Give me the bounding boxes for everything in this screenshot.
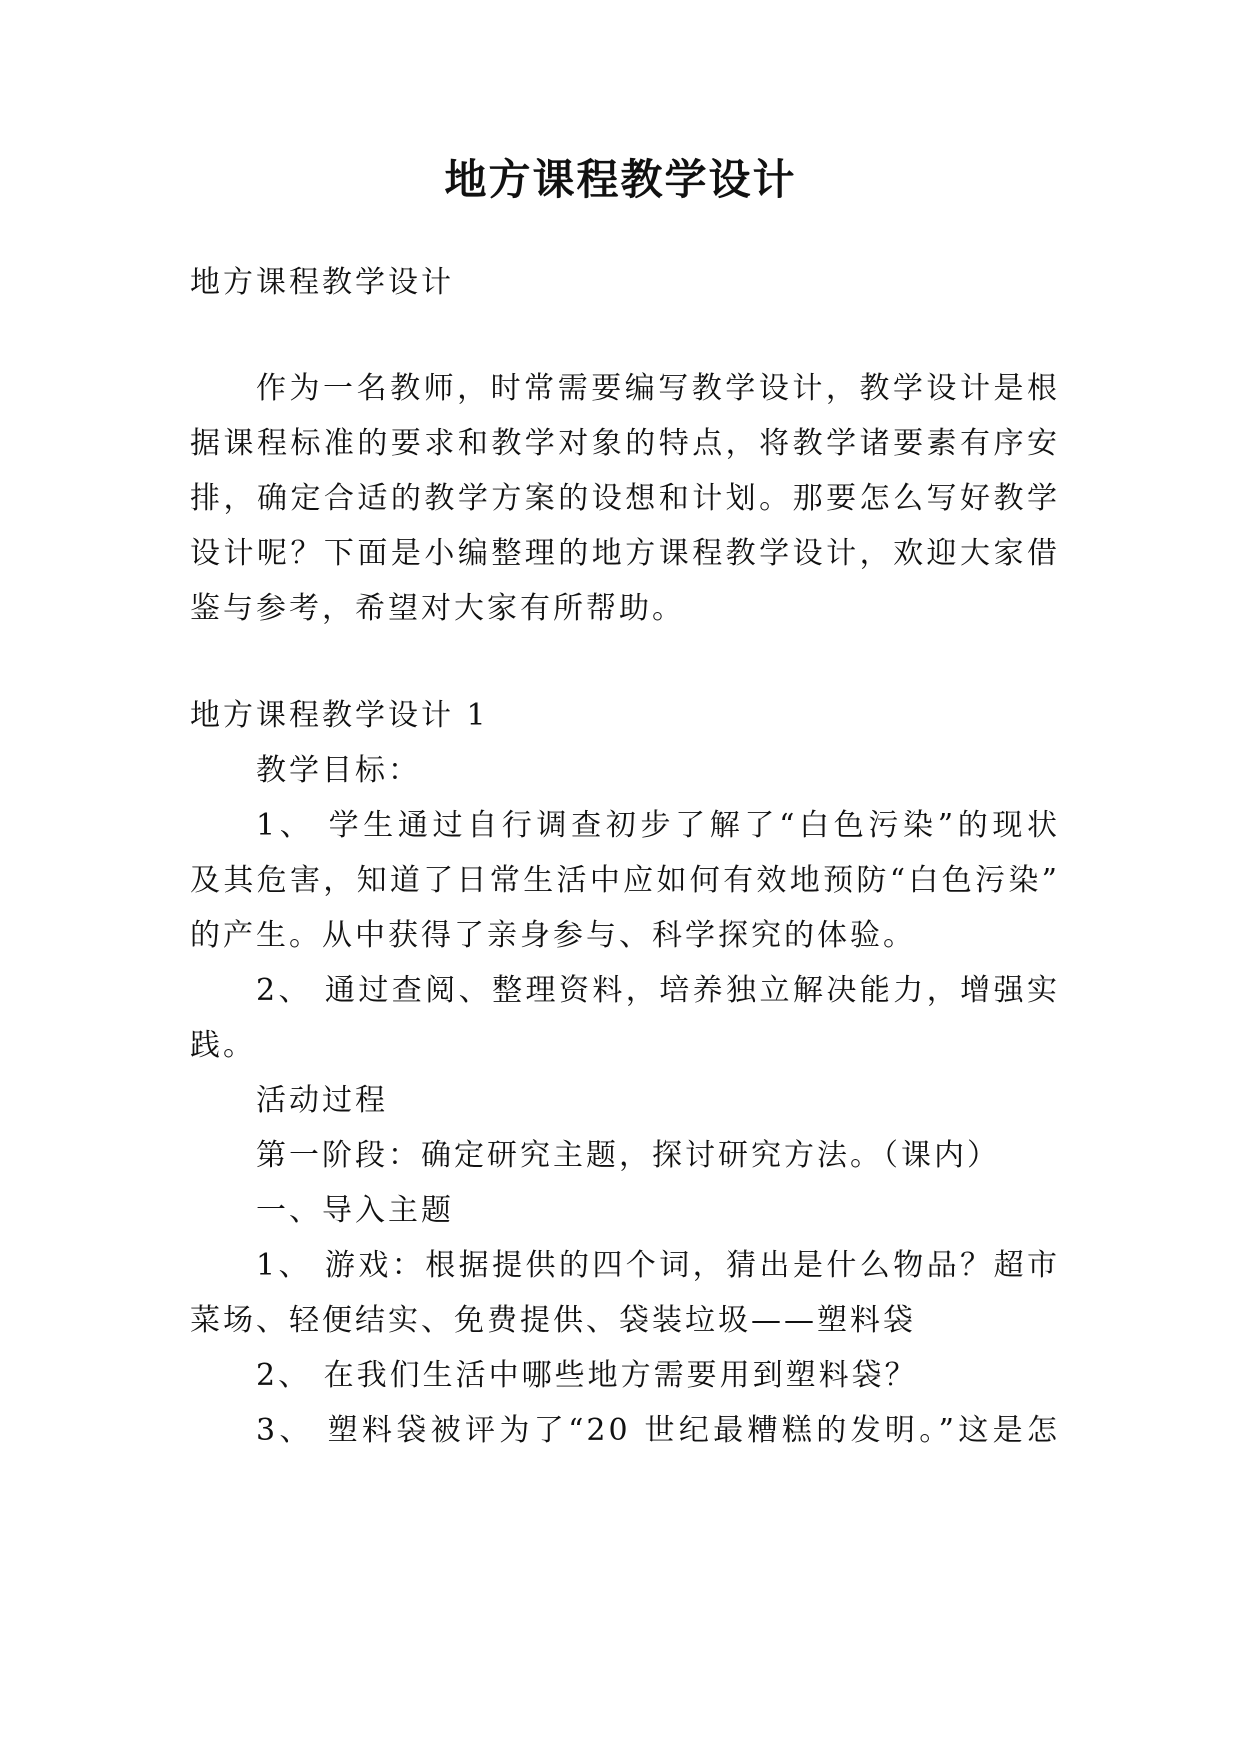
goals-heading: 教学目标： — [256, 753, 421, 788]
section-heading: 地方课程教学设计 1 — [190, 698, 489, 733]
process-heading: 活动过程 — [256, 1083, 388, 1118]
intro-line-4: 设计呢？下面是小编整理的地方课程教学设计，欢迎大家借 — [190, 536, 1060, 571]
goal-1-line-2: 及其危害，知道了日常生活中应如何有效地预防“白色污染” — [190, 863, 1060, 898]
item-1-line-2: 菜场、轻便结实、免费提供、袋装垃圾——塑料袋 — [190, 1303, 916, 1338]
goal-2-line-2: 践。 — [190, 1028, 256, 1063]
goal-1-line-3: 的产生。从中获得了亲身参与、科学探究的体验。 — [190, 918, 916, 953]
goal-1-line-1: 1、 学生通过自行调查初步了解了“白色污染”的现状 — [256, 808, 1060, 843]
item-2: 2、 在我们生活中哪些地方需要用到塑料袋？ — [256, 1358, 918, 1393]
item-1-line-1: 1、 游戏：根据提供的四个词，猜出是什么物品？超市 — [256, 1248, 1060, 1283]
intro-line-3: 排，确定合适的教学方案的设想和计划。那要怎么写好教学 — [190, 481, 1060, 516]
subtitle: 地方课程教学设计 — [190, 265, 454, 300]
stage-1: 第一阶段：确定研究主题，探讨研究方法。（课内） — [256, 1138, 1000, 1173]
intro-line-1: 作为一名教师，时常需要编写教学设计，教学设计是根 — [256, 371, 1060, 406]
goal-2-line-1: 2、 通过查阅、整理资料，培养独立解决能力，增强实 — [256, 973, 1060, 1008]
document-title: 地方课程教学设计 — [444, 155, 797, 204]
step-1-heading: 一、导入主题 — [256, 1193, 454, 1228]
intro-line-5: 鉴与参考，希望对大家有所帮助。 — [190, 591, 685, 626]
item-3: 3、 塑料袋被评为了“20 世纪最糟糕的发明。”这是怎 — [256, 1413, 1060, 1448]
intro-line-2: 据课程标准的要求和教学对象的特点，将教学诸要素有序安 — [190, 426, 1060, 461]
